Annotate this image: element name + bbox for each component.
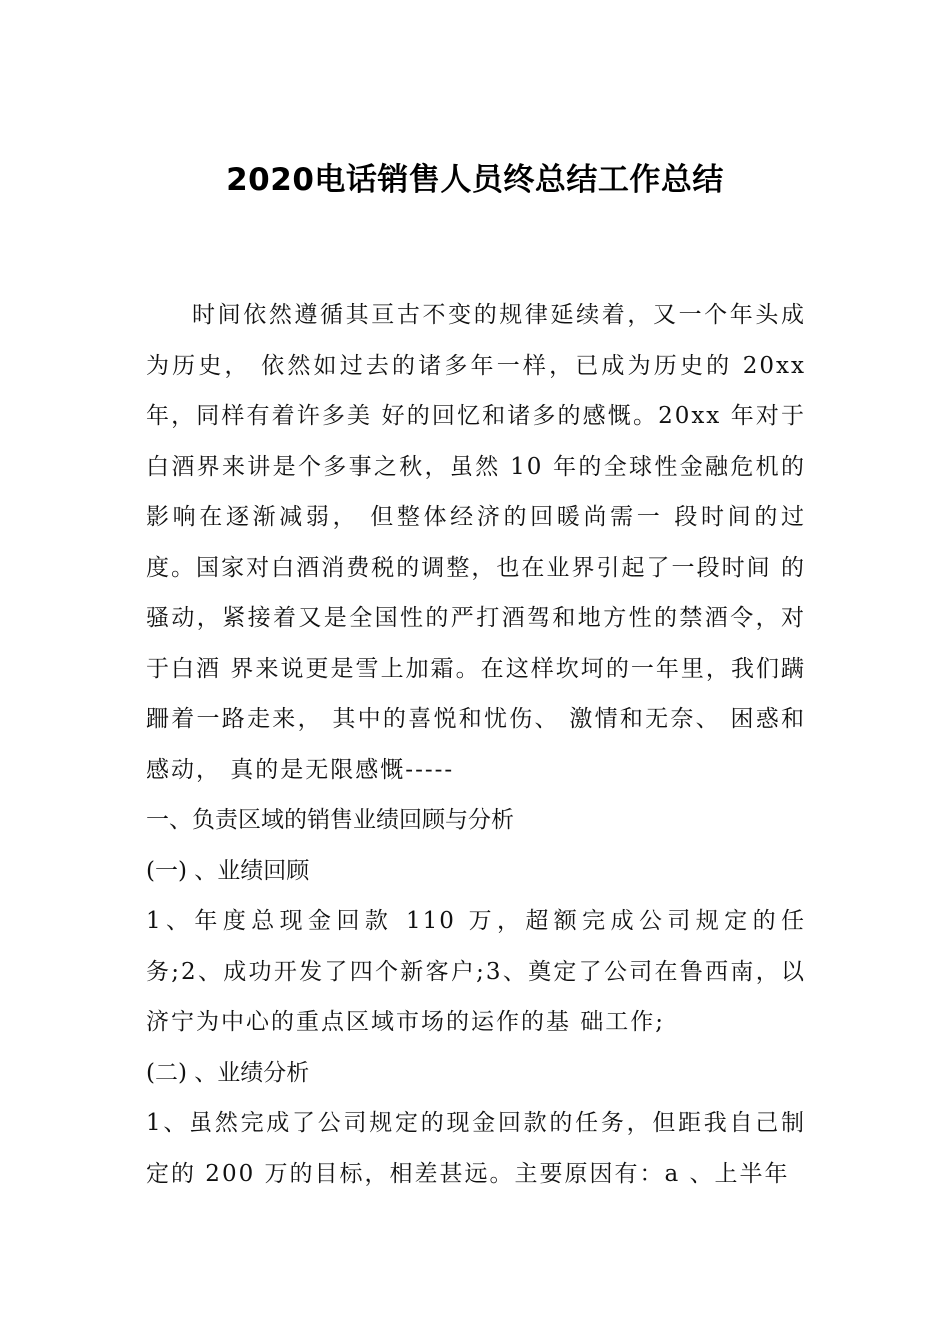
document-body (146, 290, 806, 1199)
performance-analysis-paragraph: 1、虽然完成了公司规定的现金回款的任务，但距我自己制定的 200 万的目标，相差甚远。主要原因有：a 、上半年 (146, 1110, 806, 1187)
document-title: 2020电话销售人员终总结工作总结 (226, 162, 724, 198)
section-heading: 一、负责区域的销售业绩回顾与分析 (146, 807, 514, 833)
intro-paragraph: 时间依然遵循其亘古不变的规律延续着，又一个年头成为历史， 依然如过去的诸多年一样，已成为历史的 20xx 年，同样有着许多美 好的回忆和诸多的感慨。20xx 年对于白酒界来讲是个多事之秋，虽然 10 年的全球性金融危机的影响在逐渐减弱， 但整体经济的回暖尚需一 段时间的过度。国家对白酒消费税的调整，也在业界引起了一段时间 的骚动，紧接着又是全国性的严打酒驾和地方性的禁酒令，对于白酒 界来说更是雪上加霜。在这样坎坷的一年里，我们蹒跚着一路走来， 其中的喜悦和忧伤、 激情和无奈、 困惑和感动， 真的是无限感慨----- (146, 302, 806, 783)
subsection-heading: (一) 、业绩回顾 (146, 857, 310, 884)
subsection-heading: (二) 、业绩分析 (146, 1059, 310, 1086)
performance-review-paragraph: 1、年度总现金回款 110 万，超额完成公司规定的任务;2、成功开发了四个新客户;3、奠定了公司在鲁西南，以济宁为中心的重点区域市场的运作的基 础工作; (146, 908, 806, 1035)
